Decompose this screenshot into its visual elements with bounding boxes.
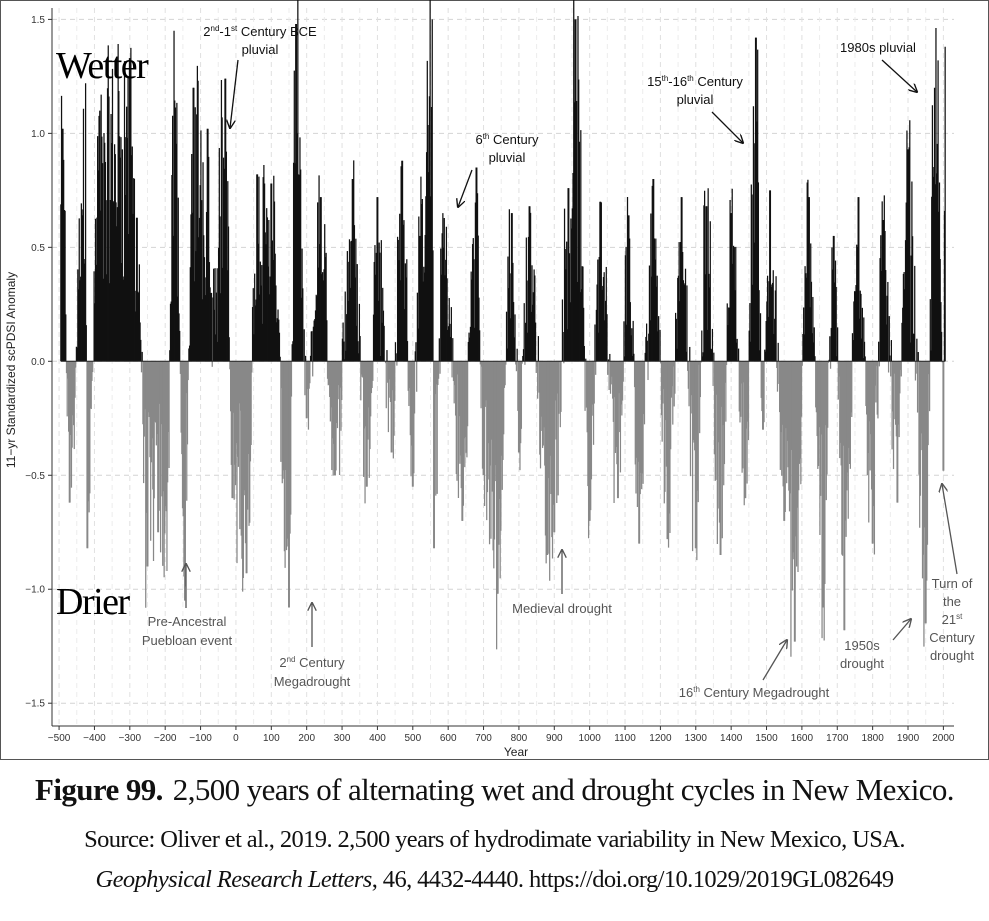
x-tick-label: 500	[404, 733, 422, 744]
x-tick-label: 700	[475, 733, 492, 744]
y-tick-label: −1.0	[25, 584, 45, 596]
annotation-bce-pluvial-line2: pluvial	[241, 42, 279, 57]
annotation-turn-21st-line5: drought	[929, 648, 975, 663]
journal-name: Geophysical Research Letters	[95, 866, 372, 893]
x-tick-label: 900	[545, 733, 563, 744]
x-tick-label: 1000	[578, 733, 601, 744]
x-tick-label: 1700	[826, 733, 849, 744]
x-tick-label: −200	[153, 733, 177, 744]
x-tick-label: 200	[298, 733, 316, 744]
x-tick-label: −300	[118, 733, 142, 744]
figure-label: Figure 99.	[35, 772, 163, 807]
annotation-sixth-pluvial: 6th Century	[475, 132, 539, 147]
x-tick-label: 2000	[932, 733, 955, 744]
annotation-eighties-pluvial: 1980s pluvial	[840, 40, 916, 55]
y-tick-label: −1.5	[25, 698, 45, 710]
x-tick-label: 1200	[649, 733, 672, 744]
annotation-bce-pluvial: 2nd-1st Century BCE	[203, 24, 317, 39]
y-tick-label: 1.5	[31, 14, 45, 26]
annotation-fifties-line2: drought	[839, 656, 885, 671]
y-tick-label: 0.0	[31, 356, 45, 368]
figure-caption-title	[0, 772, 989, 808]
y-tick-label: 0.5	[31, 242, 45, 254]
annotation-preancestral: Pre-Ancestral	[147, 614, 227, 629]
annotation-medieval: Medieval drought	[512, 601, 612, 616]
annotation-turn-21st-line2: the	[942, 594, 962, 609]
annotation-second-mega: 2nd Century	[279, 655, 345, 670]
citation-details: , 46, 4432-4440. https://doi.org/10.1029/2019GL082649	[371, 866, 894, 893]
y-tick-label: 1.0	[31, 128, 45, 140]
figure-title: 2,500 years of alternating wet and drought cycles in New Mexico.	[172, 772, 954, 807]
annotation-second-mega-line2: Megadrought	[273, 674, 351, 689]
annotation-fifties: 1950s	[844, 638, 880, 653]
x-tick-label: 1900	[896, 733, 920, 744]
annotation-sixth-pluvial-line2: pluvial	[488, 150, 526, 165]
annotation-fifteenth-pluvial-line2: pluvial	[676, 92, 714, 107]
x-tick-label: 0	[233, 733, 239, 744]
figure-caption-citation	[0, 866, 989, 894]
annotation-turn-21st: Turn of	[931, 576, 973, 591]
x-tick-label: 1800	[861, 733, 884, 744]
x-tick-label: −500	[47, 733, 71, 744]
x-tick-label: 1500	[755, 733, 778, 744]
wetter-label: Wetter	[56, 45, 148, 87]
y-axis-title: 11−yr Standardized scPDSI Anomaly	[4, 271, 18, 469]
x-tick-label: 600	[439, 733, 457, 744]
y-tick-label: −0.5	[25, 470, 45, 482]
annotation-turn-21st-line4: Century	[929, 630, 975, 645]
x-tick-label: −100	[189, 733, 212, 744]
x-tick-label: 300	[333, 733, 351, 744]
x-axis-title: Year	[503, 745, 529, 759]
x-tick-label: 1600	[790, 733, 814, 744]
x-tick-label: 800	[510, 733, 528, 744]
x-tick-label: −400	[83, 733, 106, 744]
x-tick-label: 100	[262, 733, 280, 744]
annotation-fifteenth-pluvial: 15th-16th Century	[647, 74, 743, 89]
annotation-preancestral-line2: Puebloan event	[141, 633, 233, 648]
annotation-turn-21st-line3: 21st	[941, 612, 963, 627]
x-tick-label: 1400	[720, 733, 743, 744]
x-tick-label: 1300	[684, 733, 707, 744]
annotation-sixteenth-mega: 16th Century Megadrought	[678, 685, 830, 700]
figure-caption-source: Source: Oliver et al., 2019. 2,500 years of hydrodimate variability in New Mexico, USA.	[84, 826, 905, 853]
x-tick-label: 1100	[614, 733, 636, 744]
x-tick-label: 400	[369, 733, 386, 744]
drier-label: Drier	[56, 581, 129, 623]
